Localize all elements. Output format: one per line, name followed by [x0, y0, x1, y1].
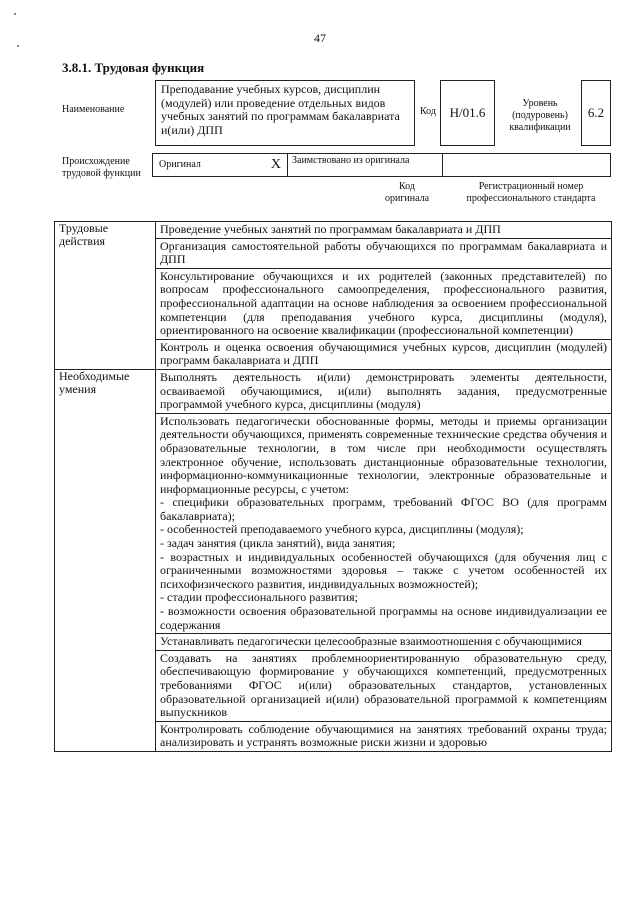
level-value-box: 6.2 [581, 80, 611, 146]
skill-bullet: - возрастных и индивидуальных особенностей обучающихся (для обучения лиц с ограниченными возможностями здоровья – также с учетом особенностей их психофизического развития, индивидуальных возможностей); [160, 549, 607, 591]
registration-number-label: Регистрационный номер профессионального стандарта [466, 181, 596, 204]
code-label: Код [420, 106, 436, 117]
origin-label: Происхождение трудовой функции [62, 156, 141, 179]
skill-item [156, 413, 612, 634]
page-number: 47 [314, 31, 326, 45]
skill-intro: Использовать педагогически обоснованные формы, методы и приемы организации деятельности обучающихся, применять современные технические средства обучения и образовательные технологии, в том числе при необходимости осуществлять электронное обучение, использовать дистанционные образовательные технологии, информационно-коммуникационные технологии, электронные образовательные и информационные ресурсы, с учетом: [160, 413, 607, 496]
labor-action-item: Организация самостоятельной работы обучающихся по программам бакалавриата и ДПП [156, 238, 612, 268]
origin-original-cell [152, 153, 287, 177]
function-table [54, 221, 612, 752]
scan-speck [14, 13, 16, 15]
code-original-label: Код оригинала [384, 181, 430, 204]
name-label: Наименование [62, 104, 125, 115]
origin-borrowed-cell: Заимствовано из оригинала [287, 153, 442, 177]
table-row [55, 369, 612, 413]
skill-item: Устанавливать педагогически целесообразные взаимоотношения с обучающимися [156, 634, 612, 651]
skill-item: Контролировать соблюдение обучающимися на занятиях требований охраны труда; анализировать и устранять возможные риски жизни и здоровью [156, 721, 612, 751]
skill-item: Выполнять деятельность и(или) демонстрировать элементы деятельности, осваиваемой обучающимися, и(или) выполнять задания, предусмотренные программой учебного курса, дисциплины (модуля) [156, 369, 612, 413]
origin-row [152, 153, 611, 177]
skill-bullet: - возможности освоения образовательной программы на основе индивидуализации ее содержания [160, 604, 607, 632]
origin-empty-cell [442, 153, 611, 177]
labor-actions-label: Трудовые действия [55, 222, 156, 370]
skill-bullet: - особенностей преподаваемого учебного курса, дисциплины (модуля); [160, 522, 524, 537]
labor-action-item: Консультирование обучающихся и их родителей (законных представителей) по вопросам профессионального самоопределения, профессионального развития, профессиональной адаптации на основе наблюдения за освоением профессиональной компетенции (для преподавания учебного курса, дисциплины (модуля), ориентированного на освоение квалификации (профессиональной компетенции) [156, 268, 612, 339]
origin-original-label: Оригинал [159, 159, 201, 170]
labor-action-item: Проведение учебных занятий по программам бакалавриата и ДПП [156, 222, 612, 239]
skill-bullet: - стадии профессионального развития; [160, 590, 358, 605]
skill-item: Создавать на занятиях проблемноориентированную образовательную среду, обеспечивающую формирование у обучающихся компетенций, предусмотренных требованиями ФГОС и(или) образовательных стандартов, установленных образовательной организацией и(или) образовательной программой к компетенциям выпускников [156, 650, 612, 721]
function-name-box: Преподавание учебных курсов, дисциплин (модулей) или проведение отдельных видов учебных занятий по программам бакалавриата и(или) ДПП [155, 80, 415, 146]
skill-bullet: - специфики образовательных программ, требований ФГОС ВО (для программ бакалавриата); [160, 495, 607, 523]
code-value-box: Н/01.6 [440, 80, 495, 146]
labor-action-item: Контроль и оценка освоения обучающимися учебных курсов, дисциплин (модулей) программ бакалавриата и ДПП [156, 339, 612, 369]
origin-mark: X [270, 157, 281, 172]
section-title: 3.8.1. Трудовая функция [62, 60, 205, 75]
level-label: Уровень (подуровень) квалификации [509, 98, 571, 133]
skills-label: Необходимые умения [55, 369, 156, 751]
skill-bullet: - задач занятия (цикла занятий), вида занятия; [160, 536, 396, 551]
table-row [55, 222, 612, 239]
